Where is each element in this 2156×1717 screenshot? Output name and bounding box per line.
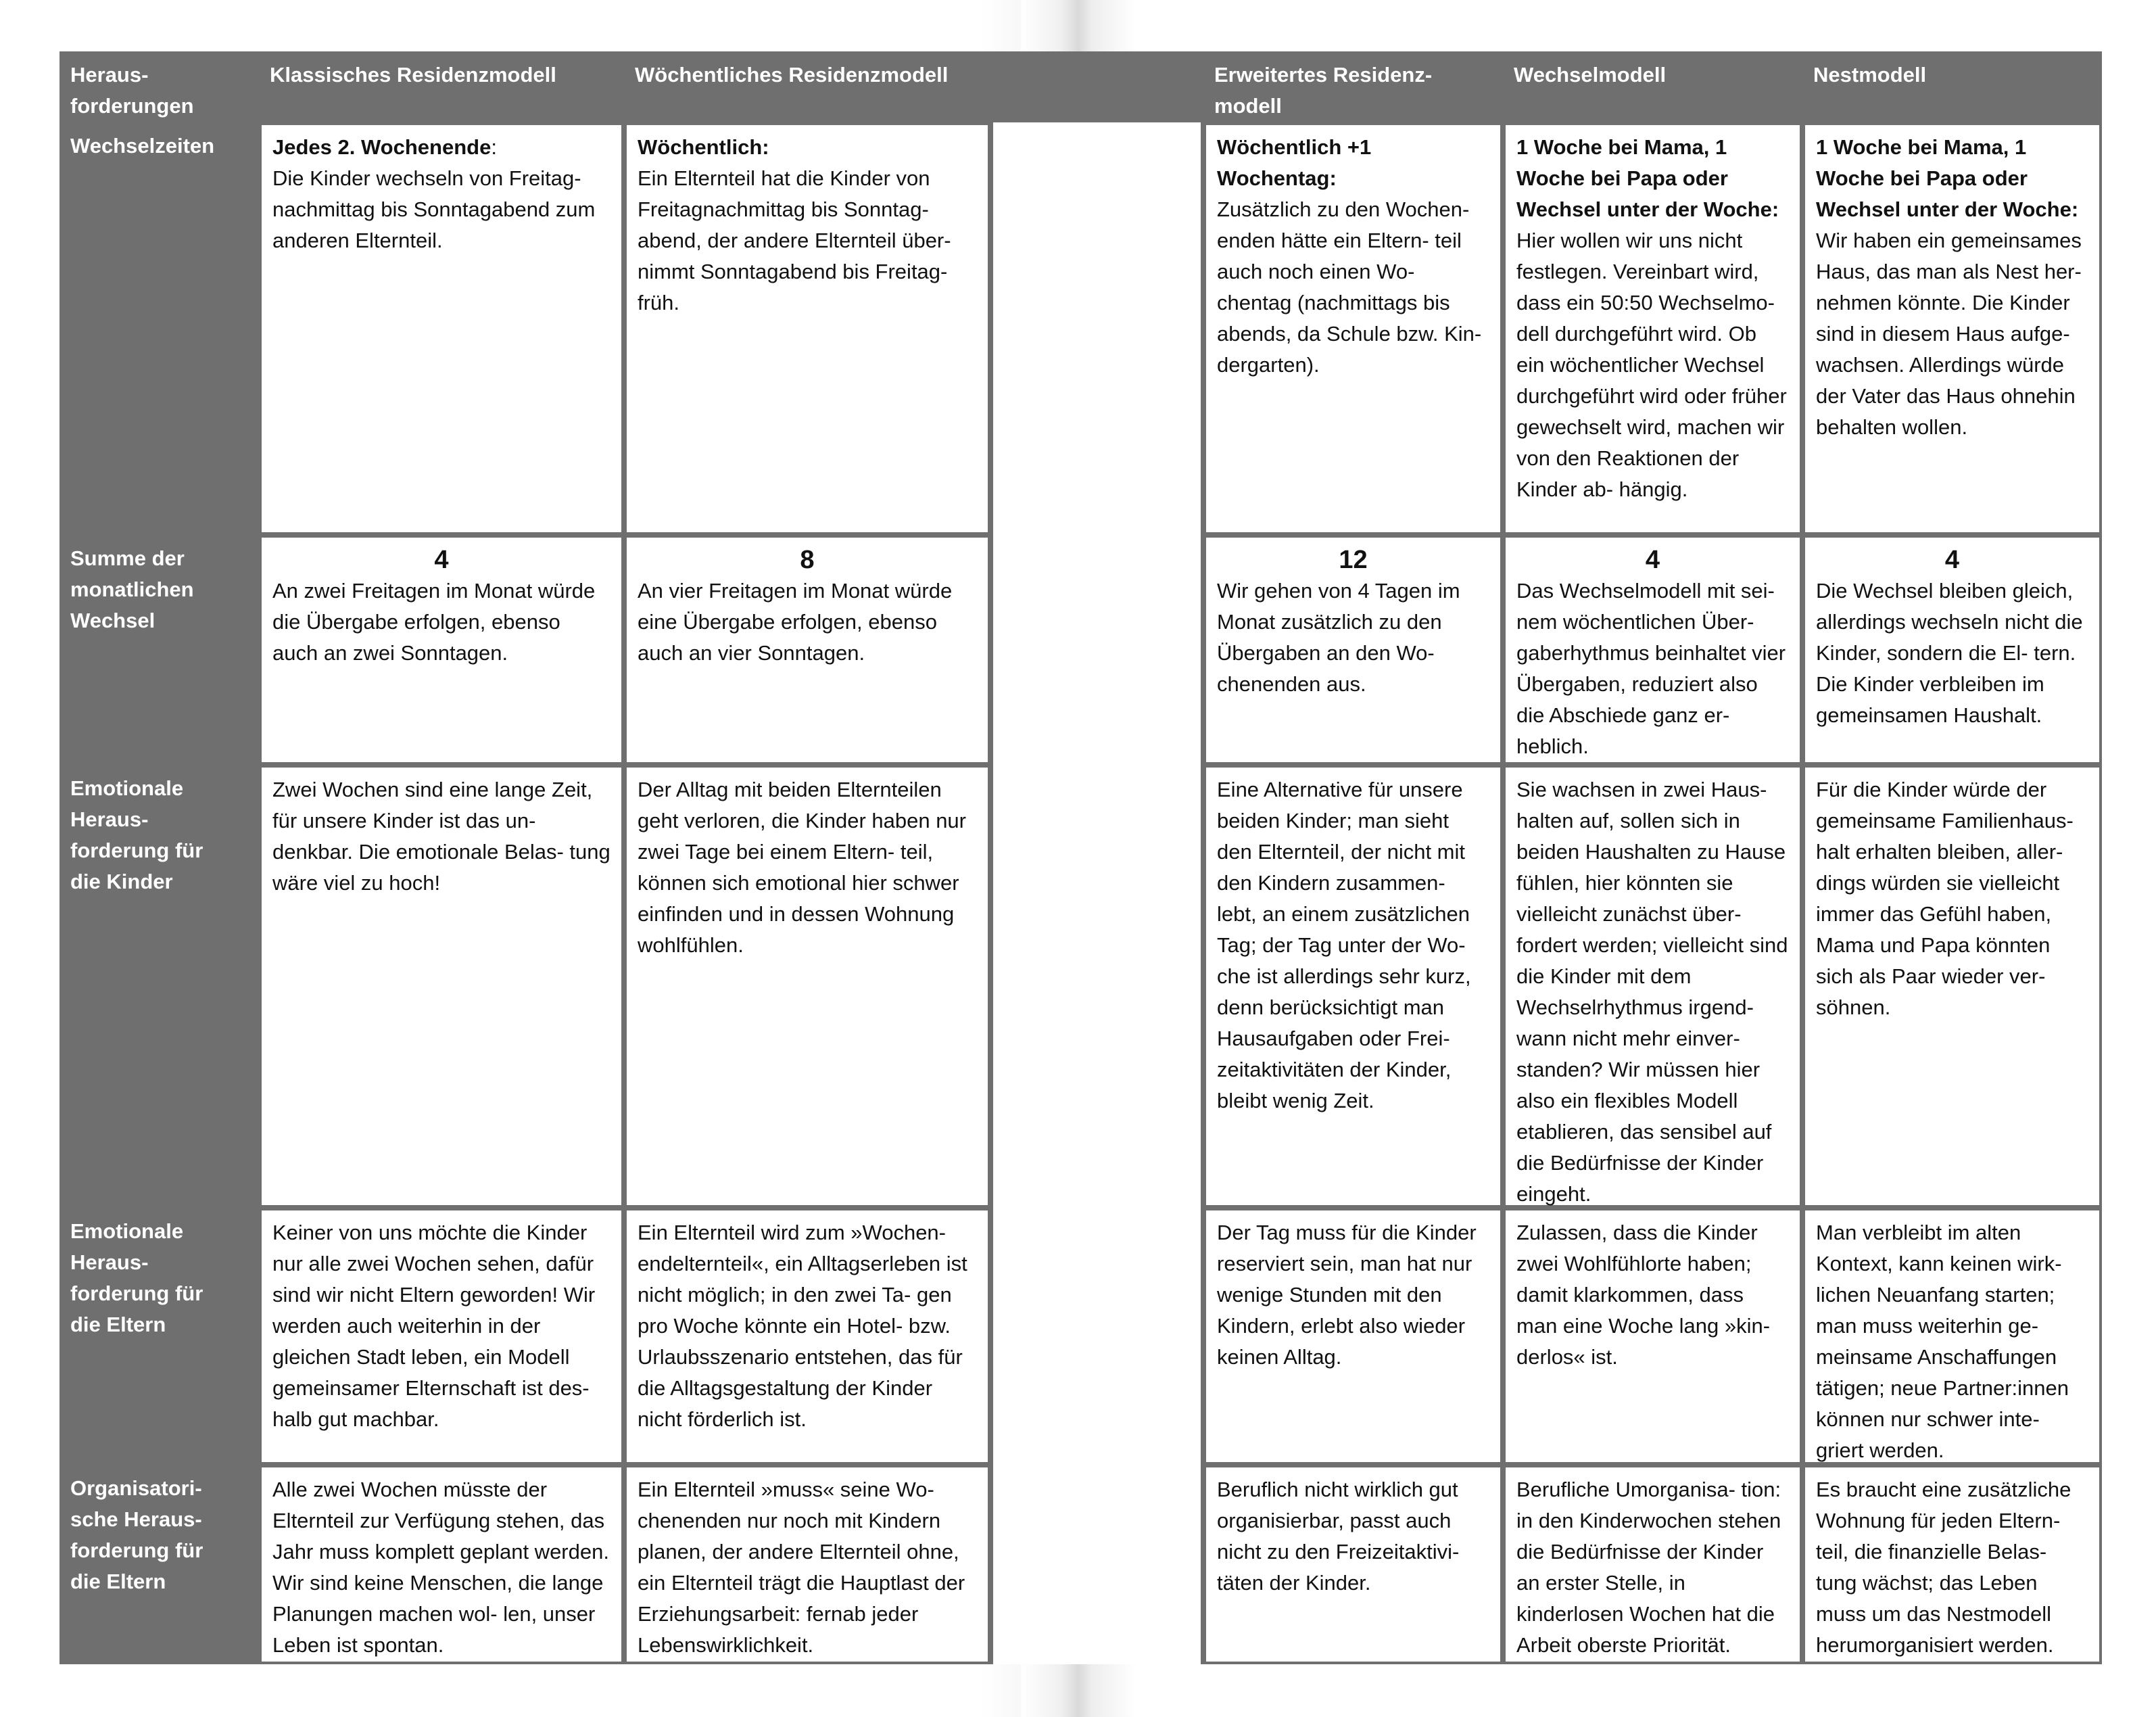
header-challenges: Heraus- forderungen [59, 51, 259, 122]
row-label-summe: Summe der monatlichen Wechsel [59, 535, 259, 765]
cell-emo-eltern-nest: Man verbleibt im alten Kontext, kann keinen wirk- lichen Neuanfang starten; man muss weiterhin ge- meinsame Anschaffungen tätigen; neue Partner:innen können nur schwer inte- griert werden. [1802, 1208, 2102, 1465]
cell-orga-eltern-classic: Alle zwei Wochen müsste der Elternteil zur Verfügung stehen, das Jahr muss komplett geplant werden. Wir sind keine Menschen, die lange Planungen machen wol- len, unser Leben ist spontan. [259, 1465, 624, 1664]
header-alternating-model: Wechselmodell [1503, 51, 1802, 122]
cell-orga-eltern-extended: Beruflich nicht wirklich gut organisierbar, passt auch nicht zu den Freizeitaktivi- täten der Kinder. [1203, 1465, 1503, 1664]
cell-wechselzeiten-nest: 1 Woche bei Mama, 1 Woche bei Papa oder Wechsel unter der Woche: Wir haben ein gemeinsames Haus, das man als Nest her- nehmen könnte. Die Kinder sind in diesem Haus aufge- wachsen. Allerdings würde der Vater das Haus ohnehin behalten wollen. [1802, 122, 2102, 535]
cell-emo-eltern-alternating: Zulassen, dass die Kinder zwei Wohlfühlorte haben; damit klarkommen, dass man eine Woche lang »kin- derlos« ist. [1503, 1208, 1802, 1465]
cell-summe-extended: 12 Wir gehen von 4 Tagen im Monat zusätzlich zu den Übergaben an den Wo- chenenden aus. [1203, 535, 1503, 765]
header-extended-model: Erweitertes Residenz- modell [1203, 51, 1503, 122]
cell-summe-classic: 4 An zwei Freitagen im Monat würde die Übergabe erfolgen, ebenso auch an zwei Sonntagen. [259, 535, 624, 765]
cell-emo-eltern-classic: Keiner von uns möchte die Kinder nur alle zwei Wochen sehen, dafür sind wir nicht Eltern geworden! Wir werden auch weiterhin in der gleichen Stadt leben, ein Modell gemeinsamer Elternschaft ist des- halb gut machbar. [259, 1208, 624, 1465]
cell-wechselzeiten-weekly: Wöchentlich: Ein Elternteil hat die Kinder von Freitagnachmittag bis Sonntag- abend, der andere Elternteil über- nimmt Sonntagabend bis Freitag- früh. [624, 122, 990, 535]
cell-orga-eltern-alternating: Berufliche Umorganisa- tion: in den Kinderwochen stehen die Bedürfnisse der Kinder an erster Stelle, in kinderlosen Wochen hat die Arbeit oberste Priorität. [1503, 1465, 1802, 1664]
cell-emo-kinder-extended: Eine Alternative für unsere beiden Kinder; man sieht den Elternteil, der nicht mit den Kindern zusammen- lebt, an einem zusätzlichen Tag; der Tag unter der Wo- che ist allerdings sehr kurz, denn berücksichtigt man Hausaufgaben oder Frei- zeitaktivitäten der Kinder, bleibt wenig Zeit. [1203, 765, 1503, 1208]
cell-orga-eltern-weekly: Ein Elternteil »muss« seine Wo- chenenden nur noch mit Kindern planen, der andere Elternteil ohne, ein Elternteil trägt die Hauptlast der Erziehungsarbeit: fernab jeder Lebenswirklichkeit. [624, 1465, 990, 1664]
cell-wechselzeiten-extended: Wöchentlich +1 Wochentag: Zusätzlich zu den Wochen- enden hätte ein Eltern- teil auch noch einen Wo- chentag (nachmittags bis abends, da Schule bzw. Kin- dergarten). [1203, 122, 1503, 535]
cell-blank-left [990, 122, 1203, 1664]
cell-emo-kinder-nest: Für die Kinder würde der gemeinsame Familienhaus- halt erhalten bleiben, aller- dings würden sie vielleicht immer das Gefühl haben, Mama und Papa könnten sich als Paar wieder ver- söhnen. [1802, 765, 2102, 1208]
cell-summe-alternating: 4 Das Wechselmodell mit sei- nem wöchentlichen Über- gaberhythmus beinhaltet vier Übergaben, reduziert also die Abschiede ganz er- heblich. [1503, 535, 1802, 765]
cell-emo-kinder-weekly: Der Alltag mit beiden Elternteilen geht verloren, die Kinder haben nur zwei Tage bei einem Eltern- teil, können sich emotional hier schwer einfinden und in dessen Wohnung wohlfühlen. [624, 765, 990, 1208]
cell-emo-eltern-weekly: Ein Elternteil wird zum »Wochen- endelternteil«, ein Alltagserleben ist nicht möglich; in den zwei Ta- gen pro Woche könnte ein Hotel- bzw. Urlaubsszenario entstehen, das für die Alltagsgestaltung der Kinder nicht förderlich ist. [624, 1208, 990, 1465]
cell-summe-nest: 4 Die Wechsel bleiben gleich, allerdings wechseln nicht die Kinder, sondern die El- tern. Die Kinder verbleiben im gemeinsamen Haushalt. [1802, 535, 2102, 765]
cell-emo-kinder-classic: Zwei Wochen sind eine lange Zeit, für unsere Kinder ist das un- denkbar. Die emotionale Belas- tung wäre viel zu hoch! [259, 765, 624, 1208]
row-label-orga-eltern: Organisatori- sche Heraus- forderung für die Eltern [59, 1465, 259, 1664]
cell-summe-weekly: 8 An vier Freitagen im Monat würde eine Übergabe erfolgen, ebenso auch an vier Sonntagen. [624, 535, 990, 765]
header-nest-model: Nestmodell [1802, 51, 2102, 122]
cell-orga-eltern-nest: Es braucht eine zusätzliche Wohnung für jeden Eltern- teil, die finanzielle Belas- tung wächst; das Leben muss um das Nestmodell herumorganisiert werden. [1802, 1465, 2102, 1664]
row-label-wechselzeiten: Wechselzeiten [59, 122, 259, 535]
cell-wechselzeiten-alternating: 1 Woche bei Mama, 1 Woche bei Papa oder Wechsel unter der Woche: Hier wollen wir uns nicht festlegen. Vereinbart wird, dass ein 50:50 Wechselmo- dell durchgeführt wird. Ob ein wöchentlicher Wechsel durchgeführt wird oder früher gewechselt wird, machen wir von den Reaktionen der Kinder ab- hängig. [1503, 122, 1802, 535]
header-blank-left [990, 51, 1203, 122]
cell-emo-kinder-alternating: Sie wachsen in zwei Haus- halten auf, sollen sich in beiden Haushalten zu Hause fühlen, hier könnten sie vielleicht zunächst über- fordert werden; vielleicht sind die Kinder mit dem Wechselrhythmus irgend- wann nicht mehr einver- standen? Wir müssen hier also ein flexibles Modell etablieren, das sensibel auf die Bedürfnisse der Kinder eingeht. [1503, 765, 1802, 1208]
cell-emo-eltern-extended: Der Tag muss für die Kinder reserviert sein, man hat nur wenige Stunden mit den Kindern, erlebt also wieder keinen Alltag. [1203, 1208, 1503, 1465]
row-label-emo-eltern: Emotionale Heraus- forderung für die Eltern [59, 1208, 259, 1465]
header-weekly-model: Wöchentliches Residenzmodell [624, 51, 990, 122]
row-label-emo-kinder: Emotionale Heraus- forderung für die Kinder [59, 765, 259, 1208]
cell-wechselzeiten-classic: Jedes 2. Wochenende: Die Kinder wechseln von Freitag- nachmittag bis Sonntagabend zum anderen Elternteil. [259, 122, 624, 535]
header-classic-model: Klassisches Residenzmodell [259, 51, 624, 122]
